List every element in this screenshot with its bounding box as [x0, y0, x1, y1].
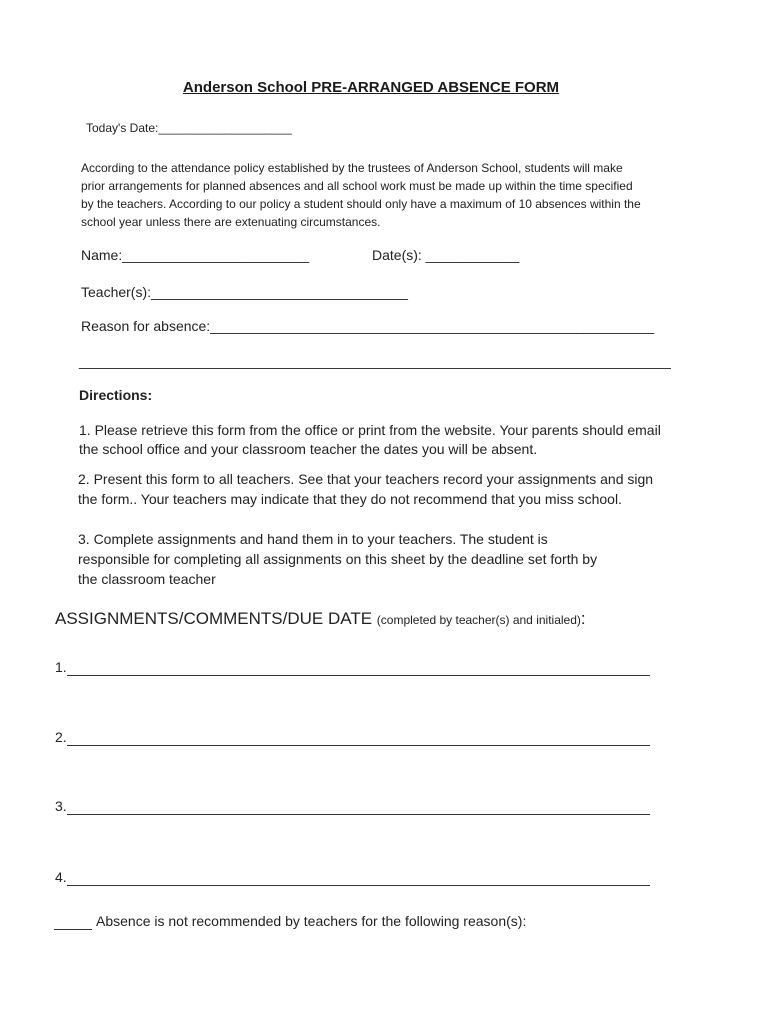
name-field: Name:________________________: [81, 247, 310, 263]
step-3-line-3: the classroom teacher: [78, 571, 216, 587]
assignment-number-1: 1.: [55, 659, 67, 675]
policy-line-2: prior arrangements for planned absences and all school work must be made up within the time specified: [81, 179, 633, 193]
dates-field: Date(s): ____________: [372, 247, 520, 263]
assignments-subheading: (completed by teacher(s) and initialed): [376, 613, 581, 627]
assignments-heading: [55, 609, 586, 629]
step-3-line-2: responsible for completing all assignments on this sheet by the deadline set forth by: [78, 551, 598, 567]
directions-heading: Directions:: [79, 387, 153, 403]
assignment-line-1: [67, 659, 650, 676]
assignment-number-3: 3.: [55, 798, 67, 814]
assignment-line-2: [67, 729, 650, 746]
teachers-field: Teacher(s):_________________________________: [81, 284, 408, 300]
initial-blank-line: [54, 913, 92, 930]
policy-line-4: school year unless there are extenuating circumstances.: [81, 215, 381, 229]
todays-date-field: Today's Date:____________________: [86, 121, 292, 135]
assignment-number-4: 4.: [55, 869, 67, 885]
assignment-line-4: [67, 869, 650, 886]
step-2-line-1: 2. Present this form to all teachers. See that your teachers record your assignments and sign: [78, 471, 654, 487]
assignments-heading-text: ASSIGNMENTS/COMMENTS/DUE DATE: [55, 609, 373, 628]
reason-continuation-line: ____________________________________________________________________________: [79, 353, 671, 369]
assignment-line-3: [67, 798, 650, 815]
not-recommended-text: Absence is not recommended by teachers for the following reason(s):: [96, 913, 527, 929]
step-2-line-2: the form.. Your teachers may indicate that they do not recommend that you miss school.: [78, 491, 622, 507]
policy-line-1: According to the attendance policy established by the trustees of Anderson School, students will make: [81, 161, 623, 175]
form-title: Anderson School PRE-ARRANGED ABSENCE FORM: [182, 79, 560, 96]
reason-field: Reason for absence:_________________________________________________________: [81, 318, 655, 334]
assignment-number-2: 2.: [55, 729, 67, 745]
step-3-line-1: 3. Complete assignments and hand them in to your teachers. The student is: [78, 531, 548, 547]
policy-line-3: by the teachers. According to our policy a student should only have a maximum of 10 absences within the: [81, 197, 641, 211]
step-1-line-2: the school office and your classroom teacher the dates you will be absent.: [79, 441, 538, 457]
assignments-colon: :: [580, 609, 586, 628]
step-1-line-1: 1. Please retrieve this form from the office or print from the website. Your parents should email: [79, 422, 661, 438]
